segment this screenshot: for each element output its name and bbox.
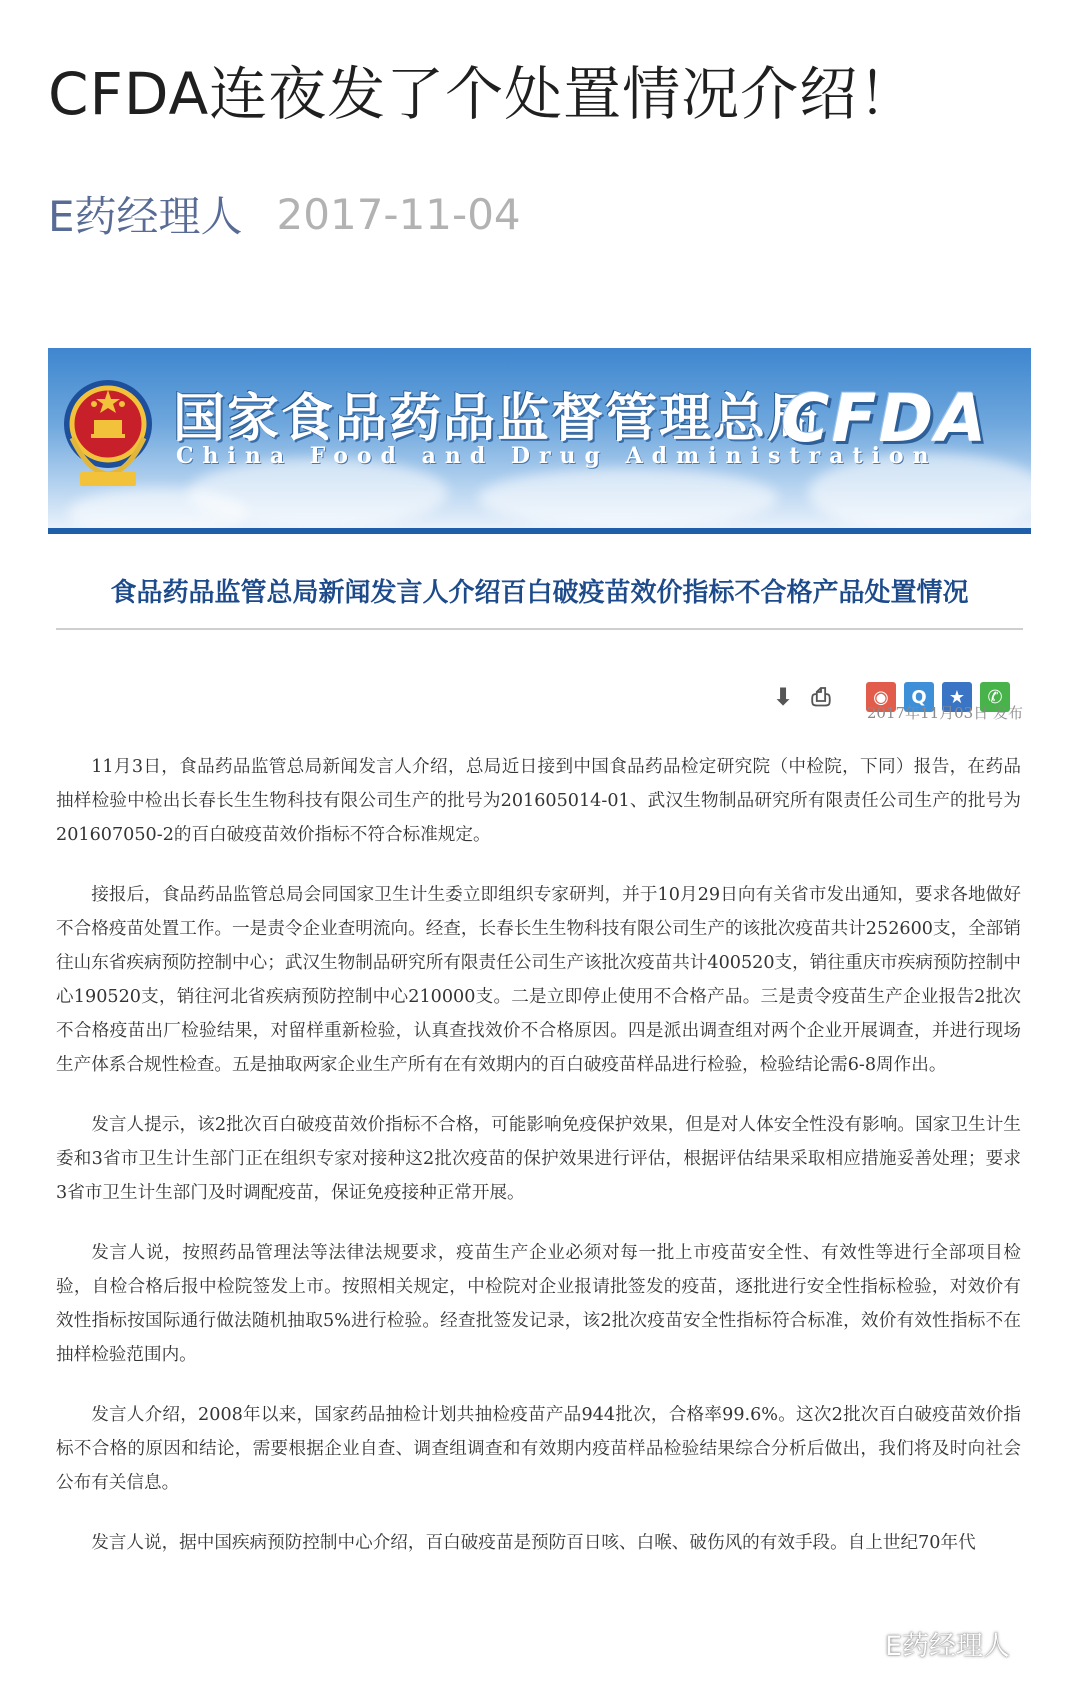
news-paragraph: 11月3日，食品药品监管总局新闻发言人介绍，总局近日接到中国食品药品检定研究院（中检院，下同）报告，在药品抽样检验中检出长春长生生物科技有限公司生产的批号为201605014-01、武汉生物制品研究所有限责任公司生产的批号为201607050-2的百白破疫苗效价指标不符合标准规定。 xyxy=(56,757,1021,845)
favorite-star-icon[interactable]: ★ xyxy=(942,682,972,712)
banner-divider xyxy=(48,528,1031,534)
watermark-text: E药经理人 xyxy=(884,1631,1010,1662)
wechat-watermark xyxy=(843,1624,1010,1663)
banner-org-name-cn: 国家食品药品监督管理总局 xyxy=(173,388,822,449)
news-paragraph: 发言人说，据中国疾病预防控制中心介绍，百白破疫苗是预防百日咳、白喉、破伤风的有效手段。自上世纪70年代 xyxy=(91,1533,976,1553)
banner-org-name-en: China Food and Drug Administration xyxy=(176,443,938,469)
wechat-share-icon[interactable]: ✆ xyxy=(980,682,1010,712)
headline-divider xyxy=(56,628,1023,630)
cfda-banner xyxy=(48,348,1031,528)
download-icon[interactable]: ⬇ xyxy=(772,683,794,711)
news-headline: 食品药品监管总局新闻发言人介绍百白破疫苗效价指标不合格产品处置情况 xyxy=(110,578,969,608)
news-paragraph: 接报后，食品药品监管总局会同国家卫生计生委立即组织专家研判，并于10月29日向有关省市发出通知，要求各地做好不合格疫苗处置工作。一是责令企业查明流向。经查，长春长生生物科技有限公司生产的该批次疫苗共计252600支，全部销往山东省疾病预防控制中心；武汉生物制品研究所有限责任公司生产该批次疫苗共计400520支，销往重庆市疾病预防控制中心190520支，销往河北省疾病预防控制中心210000支。二是立即停止使用不合格产品。三是责令疫苗生产企业报告2批次不合格疫苗出厂检验结果，对留样重新检验，认真查找效价不合格原因。四是派出调查组对两个企业开展调查，并进行现场生产体系合规性检查。五是抽取两家企业生产所有在有效期内的百白破疫苗样品进行检验，检验结论需6-8周作出。 xyxy=(56,885,1021,1075)
qzone-share-icon[interactable]: Q xyxy=(904,682,934,712)
print-icon[interactable]: ⎙ xyxy=(811,683,831,711)
embedded-screenshot-image xyxy=(48,348,1031,1705)
news-paragraph: 发言人介绍，2008年以来，国家药品抽检计划共抽检疫苗产品944批次，合格率99.6%。这次2批次百白破疫苗效价指标不合格的原因和结论，需要根据企业自查、调查组调查和有效期内疫苗样品检验结果综合分析后做出，我们将及时向社会公布有关信息。 xyxy=(56,1405,1021,1493)
news-paragraph: 发言人说，按照药品管理法等法律法规要求，疫苗生产企业必须对每一批上市疫苗安全性、有效性等进行全部项目检验，自检合格后报中检院签发上市。按照相关规定，中检院对企业报请批签发的疫苗，逐批进行安全性指标检验，对效价有效性指标按国际通行做法随机抽取5%进行检验。经查批签发记录，该2批次疫苗安全性指标符合标准，效价有效性指标不在抽样检验范围内。 xyxy=(56,1243,1021,1365)
wechat-logo-icon xyxy=(843,1631,877,1657)
cfda-logo: CFDA xyxy=(781,380,989,457)
news-body xyxy=(56,750,1021,1586)
publish-info: 2017年11月03日 发布 xyxy=(866,704,1023,722)
weibo-share-icon[interactable]: ◉ xyxy=(866,682,896,712)
news-paragraph: 发言人提示，该2批次百白破疫苗效价指标不合格，可能影响免疫保护效果，但是对人体安全性没有影响。国家卫生计生委和3省市卫生计生部门正在组织专家对接种这2批次疫苗的保护效果进行评估，根据评估结果采取相应措施妥善处理；要求3省市卫生计生部门及时调配疫苗，保证免疫接种正常开展。 xyxy=(56,1115,1021,1203)
publish-date: 2017-11-04 xyxy=(276,189,521,239)
national-emblem-icon xyxy=(58,368,158,496)
author-link[interactable]: E药经理人 xyxy=(48,192,243,241)
article-title: CFDA连夜发了个处置情况介绍！ xyxy=(48,60,918,128)
article-meta xyxy=(48,188,1032,240)
